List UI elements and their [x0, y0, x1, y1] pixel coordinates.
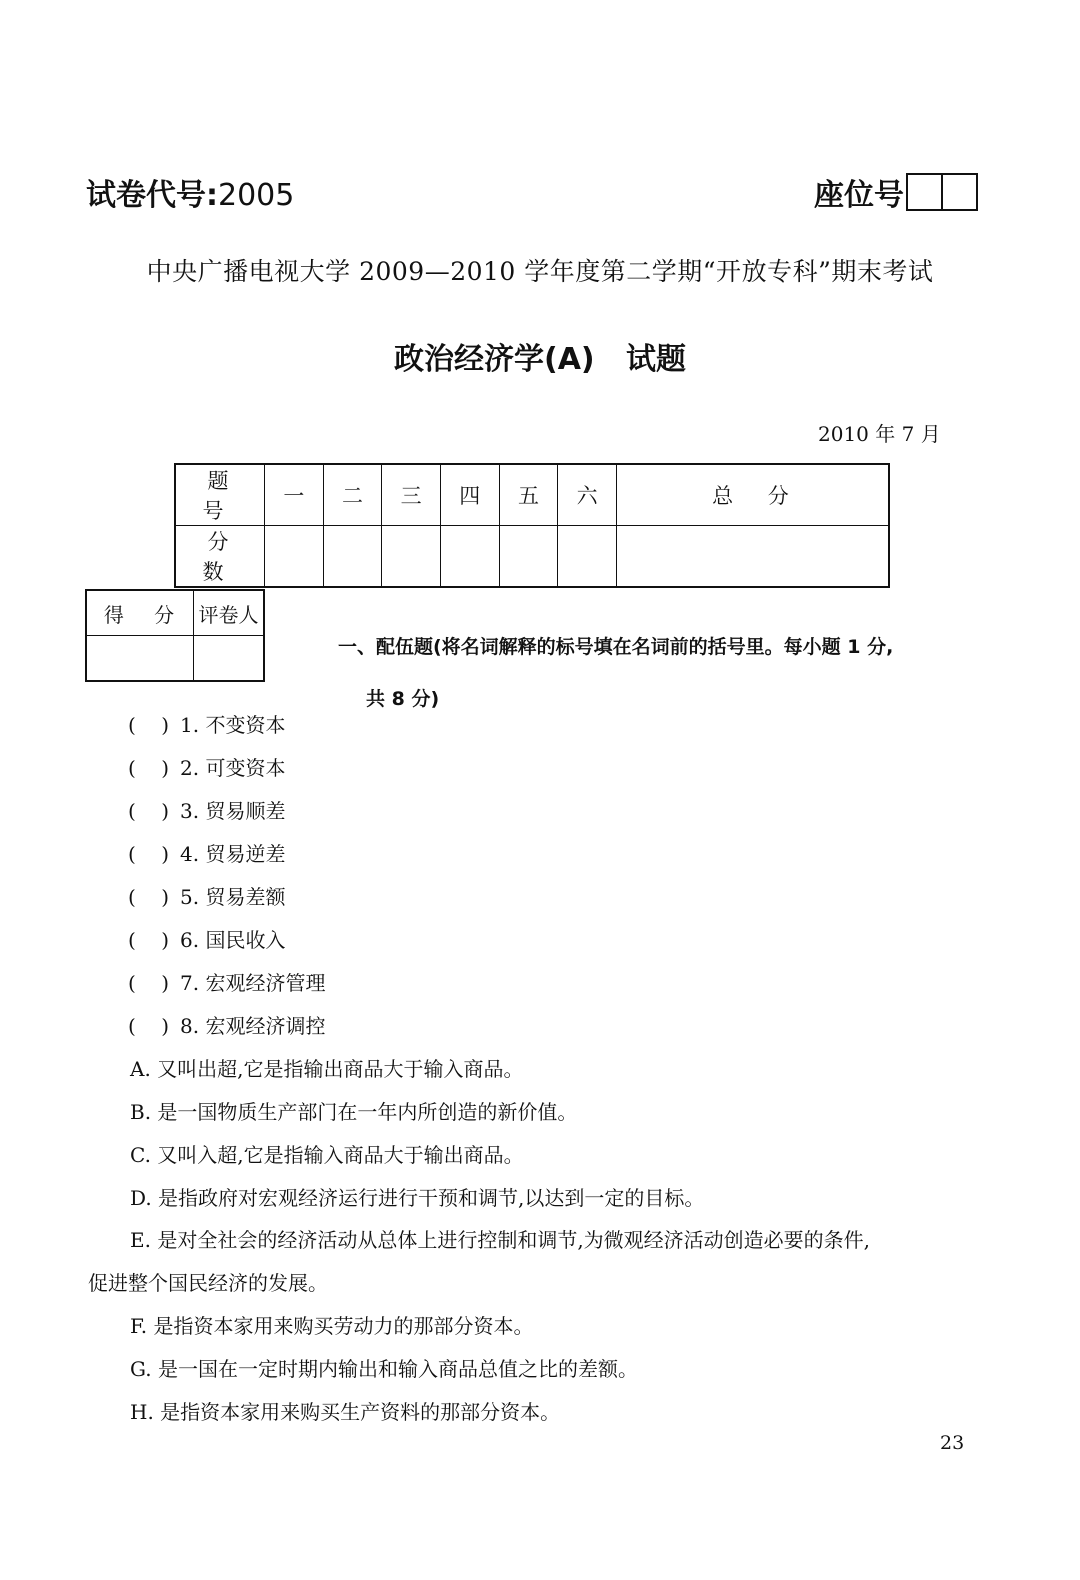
- score-table: [174, 463, 890, 588]
- exam-date: 2010 年 7 月: [818, 422, 941, 446]
- term-text: 5. 贸易差额: [180, 885, 286, 909]
- definition-h: H. 是指资本家用来购买生产资料的那部分资本。: [130, 1400, 561, 1424]
- exam-title: 政治经济学(A) 试题: [394, 342, 686, 377]
- definition-e-cont: 促进整个国民经济的发展。: [88, 1271, 328, 1295]
- answer-bracket[interactable]: ( ): [128, 756, 170, 780]
- term-text: 4. 贸易逆差: [180, 842, 286, 866]
- seat-box[interactable]: [941, 175, 976, 209]
- list-item: [128, 924, 285, 953]
- page-number: 23: [940, 1432, 965, 1454]
- paper-code: [86, 170, 294, 214]
- grader-table-grader-label: 评卷人: [194, 590, 264, 636]
- term-text: 6. 国民收入: [180, 928, 286, 952]
- term-text: 7. 宏观经济管理: [180, 971, 326, 995]
- answer-bracket[interactable]: ( ): [128, 713, 170, 737]
- score-entry-cell[interactable]: [265, 526, 324, 588]
- score-entry-cell[interactable]: [558, 526, 617, 588]
- list-item: [128, 838, 285, 867]
- score-table-cell: 四: [440, 464, 499, 526]
- seat-number-label: 座位号: [814, 178, 904, 213]
- score-table-cell: 总 分: [616, 464, 889, 526]
- seat-number-boxes[interactable]: [906, 173, 978, 211]
- answer-bracket[interactable]: ( ): [128, 928, 170, 952]
- list-item: [128, 752, 285, 781]
- score-table-cell: 六: [558, 464, 617, 526]
- definition-a: A. 又叫出超,它是指输出商品大于输入商品。: [130, 1057, 524, 1081]
- score-table-cell: 三: [382, 464, 441, 526]
- answer-bracket[interactable]: ( ): [128, 885, 170, 909]
- score-table-cell: 题 号: [175, 464, 265, 526]
- definition-e: E. 是对全社会的经济活动从总体上进行控制和调节,为微观经济活动创造必要的条件,: [130, 1228, 871, 1252]
- term-text: 2. 可变资本: [180, 756, 286, 780]
- grader-table-score-label: 得 分: [86, 590, 194, 636]
- section-heading-line2: 共 8 分): [366, 688, 440, 710]
- score-table-score-row: [175, 526, 889, 588]
- definition-c: C. 又叫入超,它是指输入商品大于输出商品。: [130, 1143, 524, 1167]
- answer-bracket[interactable]: ( ): [128, 1014, 170, 1038]
- answer-bracket[interactable]: ( ): [128, 971, 170, 995]
- answer-bracket[interactable]: ( ): [128, 799, 170, 823]
- paper-code-value: 2005: [218, 178, 295, 213]
- term-text: 1. 不变资本: [180, 713, 286, 737]
- definition-b: B. 是一国物质生产部门在一年内所创造的新价值。: [130, 1100, 578, 1124]
- score-entry-cell[interactable]: [323, 526, 382, 588]
- grader-score-entry[interactable]: [86, 636, 194, 682]
- institution-line: 中央广播电视大学 2009—2010 学年度第二学期“开放专科”期末考试: [146, 257, 934, 286]
- term-text: 8. 宏观经济调控: [180, 1014, 326, 1038]
- section-heading-line1: 一、配伍题(将名词解释的标号填在名词前的括号里。每小题 1 分,: [338, 636, 894, 658]
- definition-d: D. 是指政府对宏观经济运行进行干预和调节,以达到一定的目标。: [130, 1186, 705, 1210]
- term-text: 3. 贸易顺差: [180, 799, 286, 823]
- score-table-header-row: [175, 464, 889, 526]
- list-item: [128, 795, 285, 824]
- definition-f: F. 是指资本家用来购买劳动力的那部分资本。: [130, 1314, 534, 1338]
- answer-bracket[interactable]: ( ): [128, 842, 170, 866]
- seat-box[interactable]: [908, 175, 941, 209]
- seat-number: [814, 170, 978, 214]
- score-entry-cell[interactable]: [616, 526, 889, 588]
- score-table-cell: 分 数: [175, 526, 265, 588]
- definition-g: G. 是一国在一定时期内输出和输入商品总值之比的差额。: [130, 1357, 638, 1381]
- grader-name-entry[interactable]: [194, 636, 264, 682]
- grader-table: [85, 589, 265, 682]
- score-table-cell: 一: [265, 464, 324, 526]
- list-item: [128, 967, 325, 996]
- score-entry-cell[interactable]: [440, 526, 499, 588]
- score-table-cell: 五: [499, 464, 558, 526]
- section-heading: [338, 621, 988, 725]
- list-item: [128, 1010, 325, 1039]
- score-entry-cell[interactable]: [499, 526, 558, 588]
- list-item: [128, 881, 285, 910]
- score-table-cell: 二: [323, 464, 382, 526]
- score-entry-cell[interactable]: [382, 526, 441, 588]
- list-item: [128, 709, 285, 738]
- paper-code-label: 试卷代号:: [86, 178, 218, 213]
